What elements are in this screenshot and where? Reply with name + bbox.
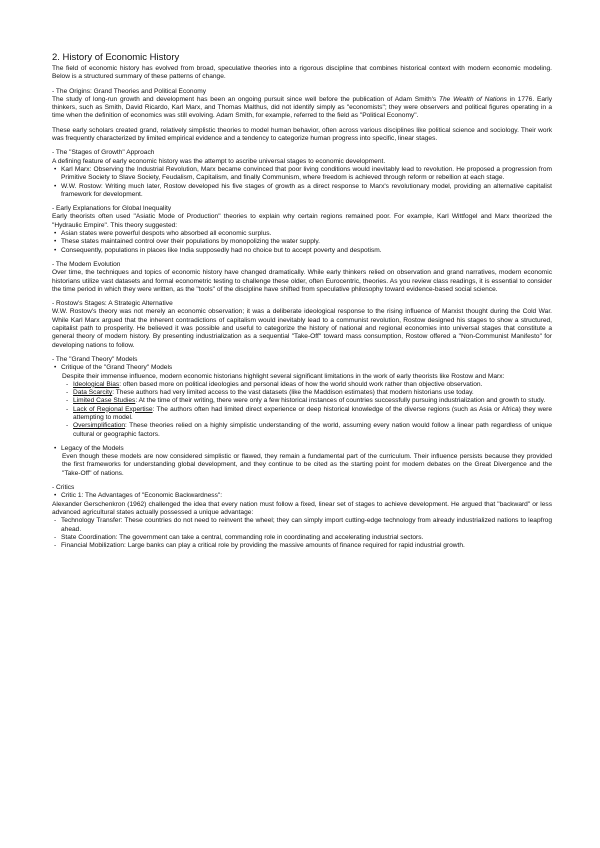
origins-text-b: in 1776. Early thinkers, such as Smith, David Ricardo, Karl Marx, and Thomas Malthus, did not identify simply as "economists"; they were observers and political figures operating in a time when the definition of economics was still evolving. Adam Smith, for example, referred to the field as "Political Economy". [52,95,552,120]
legacy-list [52,445,552,453]
book-title: The Wealth of Nations [438,95,507,103]
list-item: • Karl Marx: Observing the Industrial Revolution, Marx became convinced that poor living conditions would inevitably lead to revolution. He proposed a progression from Primitive Society to Slave Society, Feudalism, Capitalism, and finally Communism, where freedom is achieved through reform or rebellion at each stage. [52,166,552,183]
intro-paragraph: The field of economic history has evolved from broad, speculative theories into a rigorous discipline that combines historical context with modern economic modeling. Below is a structured summary of these patterns of change. [52,65,552,81]
list-item: • W.W. Rostow: Writing much later, Rostow developed his five stages of growth as a direct response to Marx's revolutionary model, providing an alternative capitalist framework for development. [52,183,552,200]
critique-paragraph: Despite their immense influence, modern economic historians highlight several significant limitations in the work of early theorists like Rostow and Marx: [62,372,505,380]
term: Lack of Regional Expertise [73,405,153,413]
critic-1-heading: • Critic 1: The Advantages of "Economic Backwardness": [52,492,552,500]
list-item [64,381,552,389]
section-heading-inequality: - Early Explanations for Global Inequality [52,205,172,213]
list-item [64,406,552,423]
term-text: : These theories relied on a highly simplistic understanding of the world, assuming every nation would follow a linear path regardless of unique cultural or geographic factors. [73,422,552,438]
term-text: : often based more on political ideologies and personal ideas of how the world should work rather than objective observation. [119,380,483,388]
list-item: • Consequently, populations in places like India supposedly had no choice but to accept poverty and despotism. [52,247,552,255]
term: Oversimplification [73,422,126,430]
term: Data Scarcity [73,389,113,397]
list-item: - Financial Mobilization: Large banks can play a critical role by providing the massive amounts of finance required for rapid industrial growth. [52,542,552,550]
section-heading-stages: - The "Stages of Growth" Approach [52,149,155,157]
stages-list [52,166,552,199]
list-item: • These states maintained control over their populations by monopolizing the water supply. [52,238,552,246]
term-text: : At the time of their writing, there were only a few historical instances of countries successfully pursuing industrialization and growth to study. [135,397,546,405]
legacy-paragraph: Even though these models are now considered simplistic or flawed, they remain a fundamental part of the curriculum. Their influence persists because they provided the first frameworks for understanding global development, and they continue to be cited as the starting point for modern debates on the Great Divergence and the "Take-Off" of nations. [62,453,552,477]
term: Limited Case Studies [73,397,136,405]
term-text: : These authors had very limited access to the vast datasets (like the Maddison estimates) that modern historians use today. [112,389,474,397]
grand-theory-list [52,364,552,372]
critic-paragraph: Alexander Gerschenkron (1962) challenged the idea that every nation must follow a fixed, linear set of stages to achieve development. He argued that "backward" or less advanced agricultural states actually possessed a unique advantage: [52,500,552,516]
stages-paragraph: A defining feature of early economic history was the attempt to ascribe universal stages to economic development. [52,157,386,165]
origins-paragraph-1 [52,96,552,121]
origins-paragraph-2: These early scholars created grand, relatively simplistic theories to model human behavior, often across various disciplines like political science and sociology. Their work was frequently characterized by limited empirical evidence and a tendency to categorize human progress into specific, linear stages. [52,126,552,143]
list-item [64,389,552,397]
critics-list [52,492,552,500]
inequality-paragraph: Early theorists often used "Asiatic Mode of Production" theories to explain why certain regions remained poor. For example, Karl Wittfogel and Marx theorized the "Hydraulic Empire". This theory suggested: [52,213,552,229]
critic-advantages-list [52,517,552,550]
legacy-heading: • Legacy of the Models [52,445,552,453]
term-text: : The authors often had limited direct experience or deep historical knowledge of the diverse regions (such as Asia or Africa) they were attempting to model. [73,405,552,421]
section-heading-rostow: - Rostow's Stages: A Strategic Alternative [52,300,173,308]
term: Ideological Bias [73,380,120,388]
page-title: 2. History of Economic History [52,52,180,63]
inequality-list [52,230,552,255]
section-heading-origins: - The Origins: Grand Theories and Political Economy [52,87,207,95]
section-heading-modern: - The Modern Evolution [52,260,121,268]
modern-paragraph: Over time, the techniques and topics of economic history have changed dramatically. While early thinkers relied on observation and grand narratives, modern economic historians utilize vast datasets and formal econometric testing to challenge these older, often Eurocentric, theories. As you review class readings, it is essential to consider the time period in which they were written, as the "tools" of the discipline have shifted from speculative philosophy toward evidence-based social science. [52,269,552,293]
section-heading-grand-theory: - The "Grand Theory" Models [52,355,138,363]
list-item [64,422,552,439]
critique-list [52,381,552,439]
list-item: • Asian states were powerful despots who absorbed all economic surplus. [52,230,552,238]
origins-text-a: The study of long-run growth and development has been an ongoing pursuit since well before the publication of Adam Smith's [52,95,439,103]
rostow-paragraph: W.W. Rostow's theory was not merely an economic observation; it was a deliberate ideological response to the rising influence of Marxist thought during the Cold War. While Karl Marx argued that the inherent contradictions of capitalism would inevitably lead to a communist revolution, Rostow designed his stages to show a structured, capitalist path to prosperity. He believed it was possible and useful to categorize the history of national and regional economies into universal stages that constitute a general theory of modern history. By presenting industrialization as a sequential "Take-Off" toward mass consumption, Rostow offered a "Non-Communist Manifesto" for developing nations to follow. [52,308,552,349]
critique-heading: • Critique of the "Grand Theory" Models [52,364,552,372]
list-item: - Technology Transfer: These countries do not need to reinvent the wheel; they can simply import cutting-edge technology from already industrialized nations to leapfrog ahead. [52,517,552,534]
list-item: - State Coordination: The government can take a central, commanding role in coordinating and accelerating industrial sectors. [52,534,552,542]
list-item [64,397,552,405]
section-heading-critics: - Critics [52,484,75,492]
